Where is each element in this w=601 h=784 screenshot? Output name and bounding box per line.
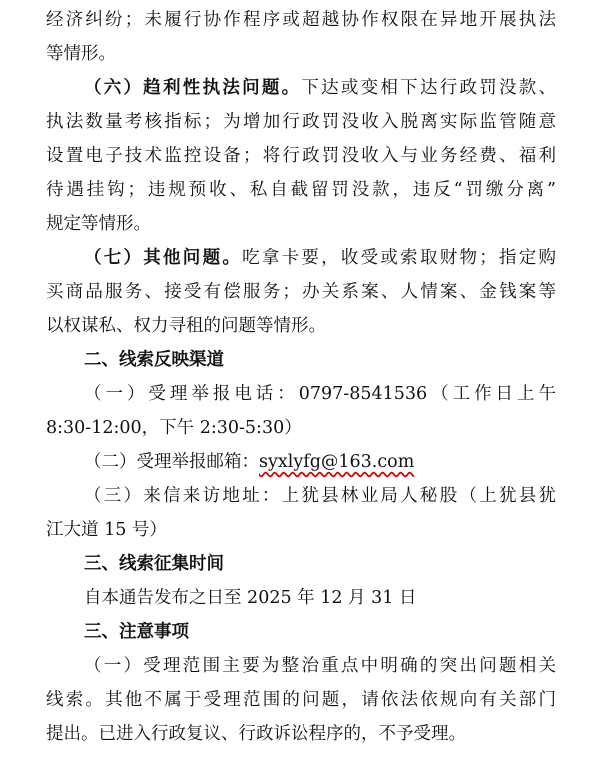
email-label: （二）受理举报邮箱： bbox=[84, 452, 259, 472]
section-seven-text: 吃拿卡要，收受或索取财物；指定购 bbox=[242, 248, 556, 268]
paragraph-line: 规定等情形。 bbox=[46, 214, 151, 234]
phone-line: （一）受理举报电话：0797-8541536（工作日上午 bbox=[84, 384, 556, 404]
notes-line: （一）受理范围主要为整治重点中明确的突出问题相关 bbox=[84, 656, 556, 676]
section-six-title: （六）趋利性执法问题。 bbox=[84, 78, 302, 98]
section-six-line bbox=[84, 71, 556, 105]
section-seven-line bbox=[84, 241, 556, 275]
phone-hours-line: 8:30-12:00，下午 2:30-5:30） bbox=[46, 418, 302, 438]
paragraph-line: 等情形。 bbox=[46, 44, 116, 64]
paragraph-line: 设置电子技术监控设备；将行政罚没收入与业务经费、福利 bbox=[46, 146, 556, 166]
heading-channels: 二、线索反映渠道 bbox=[84, 350, 224, 370]
heading-notes: 三、注意事项 bbox=[84, 622, 189, 642]
notes-line: 线索。其他不属于受理范围的问题，请依法依规向有关部门 bbox=[46, 690, 556, 710]
paragraph-line: 经济纠纷；未履行协作程序或超越协作权限在异地开展执法 bbox=[46, 10, 556, 30]
address-line-continued: 江大道 15 号） bbox=[46, 520, 167, 540]
section-six-text: 下达或变相下达行政罚没款、 bbox=[301, 78, 556, 98]
email-address[interactable]: syxlyfg@163.com bbox=[259, 452, 415, 472]
section-seven-title: （七）其他问题。 bbox=[84, 248, 243, 268]
notes-line: 提出。已进入行政复议、行政诉讼程序的，不予受理。 bbox=[46, 724, 466, 744]
heading-collection-time: 三、线索征集时间 bbox=[84, 554, 224, 574]
paragraph-line: 以权谋私、权力寻租的问题等情形。 bbox=[46, 316, 326, 336]
paragraph-line: 执法数量考核指标；为增加行政罚没收入脱离实际监管随意 bbox=[46, 112, 556, 132]
paragraph-line: 待遇挂钩；违规预收、私自截留罚没款，违反“罚缴分离” bbox=[46, 180, 556, 200]
email-line bbox=[84, 445, 556, 479]
collection-time-line: 自本通告发布之日至 2025 年 12 月 31 日 bbox=[84, 588, 417, 608]
paragraph-line: 买商品服务、接受有偿服务；办关系案、人情案、金钱案等 bbox=[46, 282, 556, 302]
address-line: （三）来信来访地址：上犹县林业局人秘股（上犹县犹 bbox=[84, 486, 556, 506]
